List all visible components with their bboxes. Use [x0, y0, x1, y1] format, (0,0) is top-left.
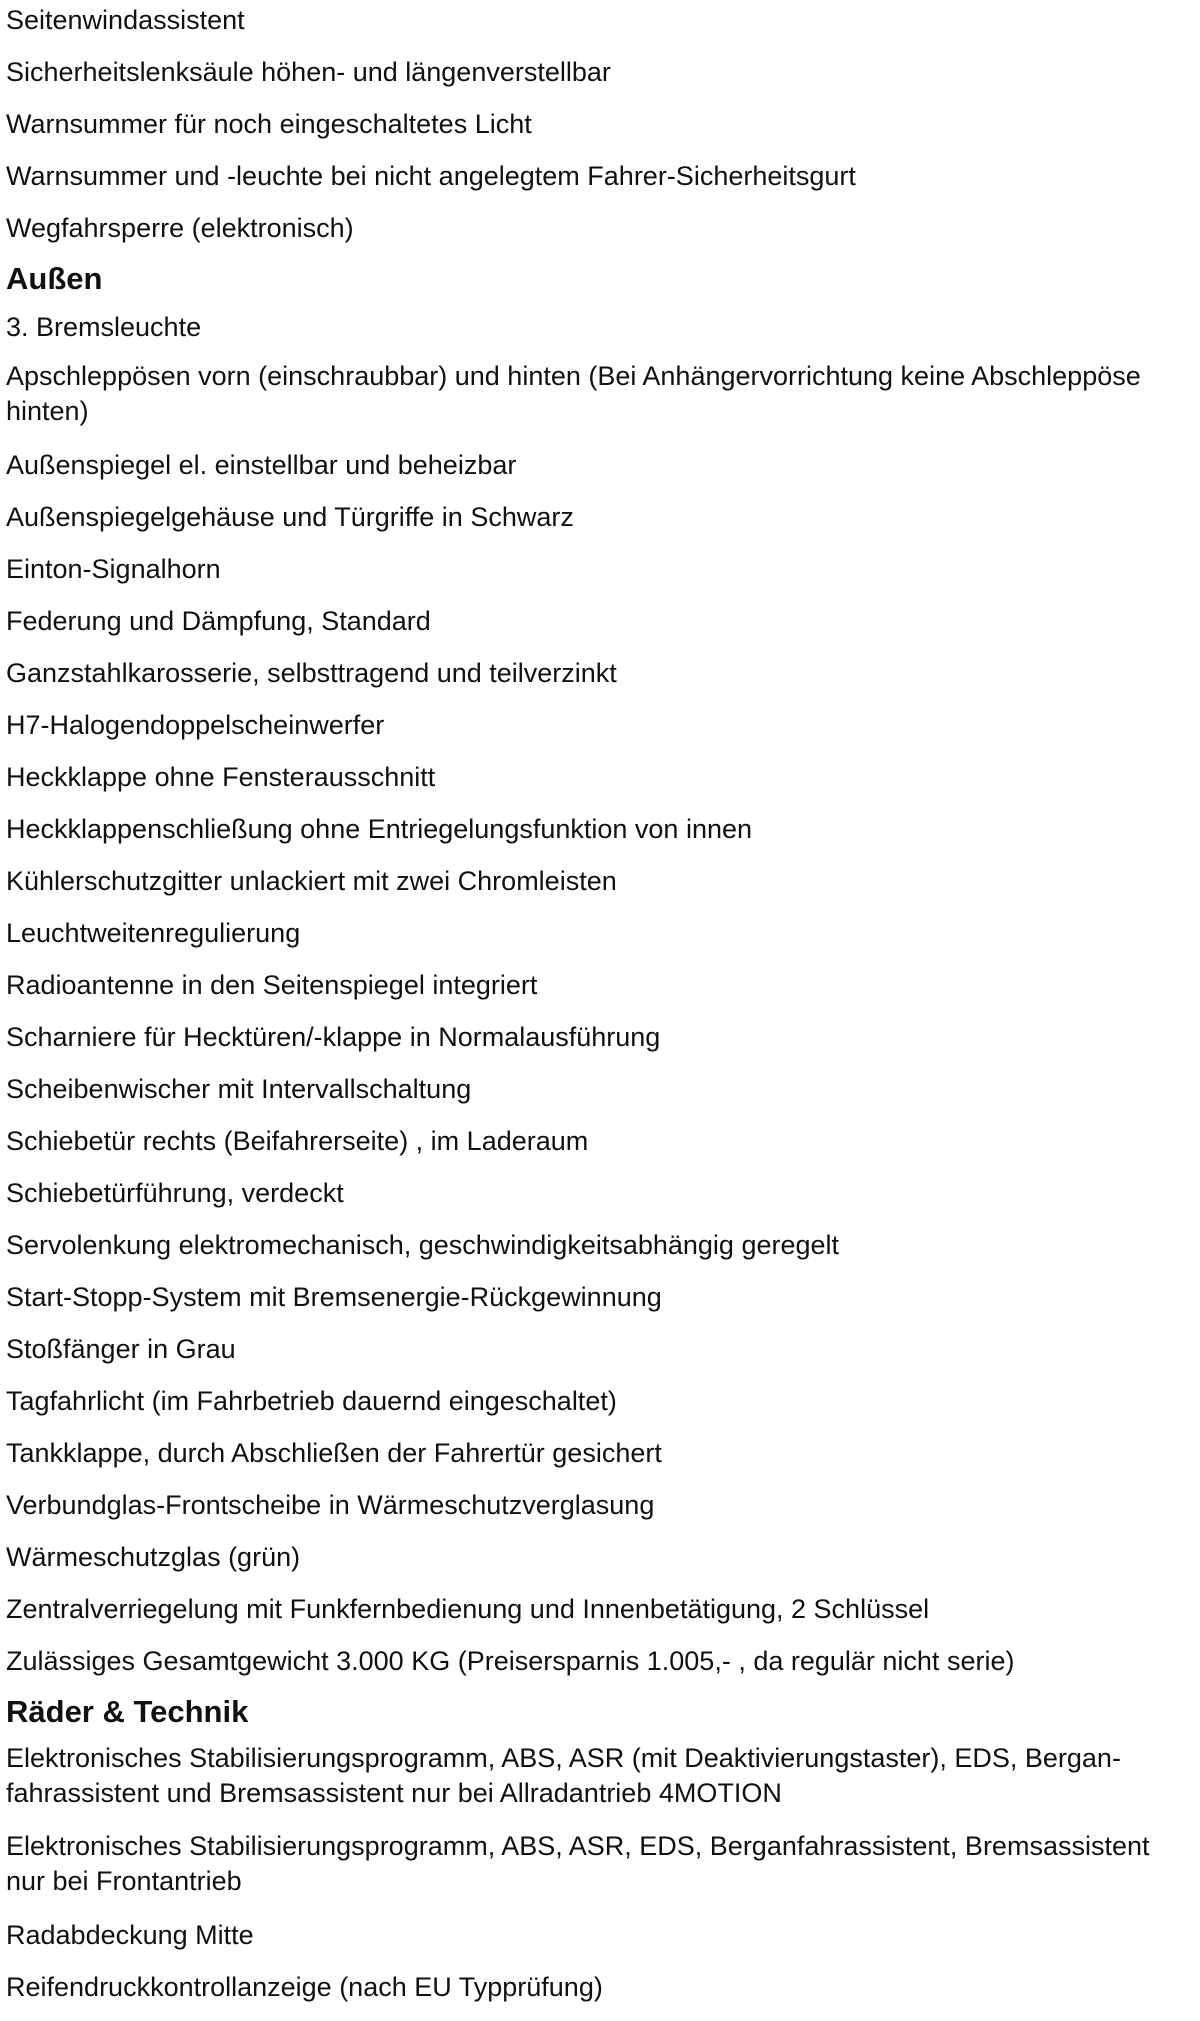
list-item: Federung und Dämpfung, Standard	[6, 606, 431, 636]
list-item: Schiebetürführung, verdeckt	[6, 1178, 344, 1208]
list-item: Tankklappe, durch Abschließen der Fahrertür gesichert	[6, 1438, 662, 1468]
list-item: Kühlerschutzgitter unlackiert mit zwei Chromleisten	[6, 866, 617, 896]
list-item: Reifendruckkontrollanzeige (nach EU Typprüfung)	[6, 1972, 603, 2002]
list-item: Servolenkung elektromechanisch, geschwindigkeitsabhängig geregelt	[6, 1230, 840, 1260]
section-heading-raeder-technik: Räder & Technik	[6, 1694, 249, 1729]
list-item: Außenspiegel el. einstellbar und beheizbar	[6, 450, 517, 480]
list-item: Start-Stopp-System mit Bremsenergie-Rückgewinnung	[6, 1282, 662, 1312]
list-item: 3. Bremsleuchte	[6, 312, 202, 342]
list-item: Apschleppösen vorn (einschraubbar) und hinten (Bei Anhängervorrichtung keine Abschleppöse hinten)	[6, 361, 1141, 426]
list-item: Scharniere für Hecktüren/-klappe in Normalausführung	[6, 1022, 661, 1052]
list-item: Elektronisches Stabilisierungsprogramm, ABS, ASR, EDS, Berganfahrassistent, Bremsassistent nur bei Frontantrieb	[6, 1831, 1150, 1896]
list-item: Ganzstahlkarosserie, selbsttragend und teilverzinkt	[6, 658, 617, 688]
section-heading-aussen: Außen	[6, 261, 103, 296]
list-item: Schiebetür rechts (Beifahrerseite) , im Laderaum	[6, 1126, 589, 1156]
list-item: Heckklappe ohne Fensterausschnitt	[6, 762, 436, 792]
list-item: Sicherheitslenksäule höhen- und längenverstellbar	[6, 57, 611, 87]
list-item: Warnsummer für noch eingeschaltetes Licht	[6, 109, 532, 139]
list-item: Wärmeschutzglas (grün)	[6, 1542, 301, 1572]
list-item: Seitenwindassistent	[6, 5, 245, 35]
list-item: Außenspiegelgehäuse und Türgriffe in Schwarz	[6, 502, 574, 532]
list-item: H7-Halogendoppelscheinwerfer	[6, 710, 385, 740]
list-item: Zulässiges Gesamtgewicht 3.000 KG (Preisersparnis 1.005,- , da regulär nicht serie)	[6, 1646, 1015, 1676]
list-item: Scheibenwischer mit Intervallschaltung	[6, 1074, 472, 1104]
list-item: Zentralverriegelung mit Funkfernbedienung und Innenbetätigung, 2 Schlüssel	[6, 1594, 930, 1624]
list-item: Tagfahrlicht (im Fahrbetrieb dauernd eingeschaltet)	[6, 1386, 617, 1416]
list-item: Stoßfänger in Grau	[6, 1334, 236, 1364]
list-item: Leuchtweitenregulierung	[6, 918, 301, 948]
list-item: Wegfahrsperre (elektronisch)	[6, 213, 354, 243]
list-item: Elektronisches Stabilisierungsprogramm, ABS, ASR (mit Deaktivierungstaster), EDS, Bergan-fahrassistent und Bremsassistent nur bei Allradantrieb 4MOTION	[6, 1743, 1121, 1808]
list-item: Radioantenne in den Seitenspiegel integriert	[6, 970, 538, 1000]
list-item: Radabdeckung Mitte	[6, 1920, 254, 1950]
list-item: Verbundglas-Frontscheibe in Wärmeschutzverglasung	[6, 1490, 655, 1520]
list-item: Heckklappenschließung ohne Entriegelungsfunktion von innen	[6, 814, 753, 844]
list-item: Einton-Signalhorn	[6, 554, 221, 584]
list-item: Warnsummer und -leuchte bei nicht angelegtem Fahrer-Sicherheitsgurt	[6, 161, 856, 191]
